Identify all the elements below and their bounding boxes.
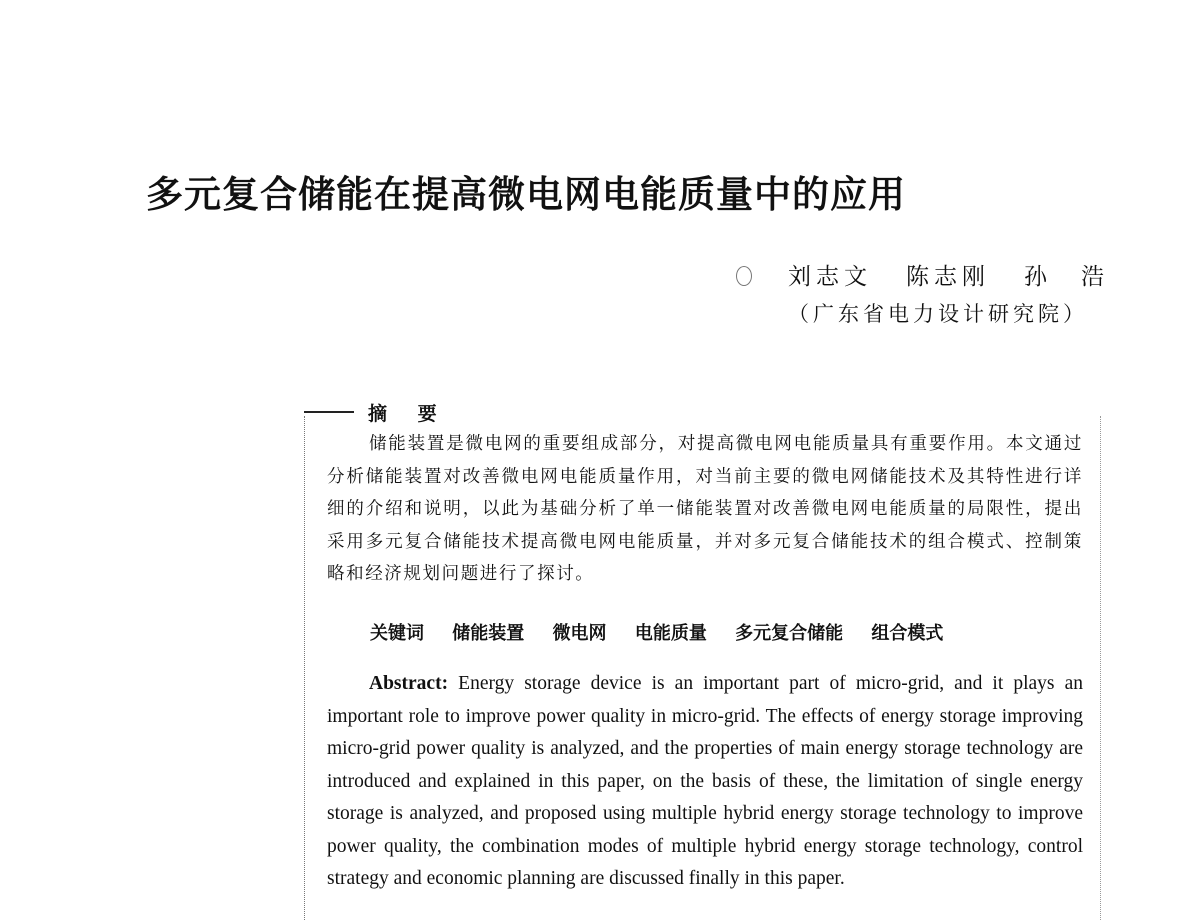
- author-name: 孙浩: [1024, 264, 1138, 290]
- abstract-en-label: Abstract:: [369, 673, 449, 694]
- author-name: 刘志文: [788, 264, 872, 290]
- keyword: 微电网: [552, 623, 607, 644]
- keyword: 组合模式: [871, 623, 944, 644]
- section-rule: [304, 411, 354, 413]
- abstract-en: [327, 668, 1083, 896]
- abstract-box-border-left: [304, 416, 305, 920]
- abstract-zh-text: 储能装置是微电网的重要组成部分，对提高微电网电能质量具有重要作用。本文通过分析储能装置对改善微电网电能质量作用，对当前主要的微电网储能技术及其特性进行详细的介绍和说明，以此为基础分析了单一储能装置对改善微电网电能质量的局限性，提出采用多元复合储能技术提高微电网电能质量，并对多元复合储能技术的组合模式、控制策略和经济规划问题进行了探讨。: [327, 434, 1083, 584]
- abstract-en-text: Energy storage device is an important part of micro-grid, and it plays an important role to improve power quality in micro-grid. The effects of energy storage improving micro-grid power quality is analyzed, and the properties of main energy storage technology are introduced and explained in this paper, on the basis of these, the limitation of single energy storage is analyzed, and proposed using multiple hybrid energy storage technology to improve power quality, the combination modes of multiple hybrid energy storage technology, control strategy and economic planning are discussed finally in this paper.: [327, 673, 1084, 889]
- keyword: 电能质量: [634, 623, 707, 644]
- paper-title: 多元复合储能在提高微电网电能质量中的应用: [146, 173, 906, 216]
- author-name: 陈志刚: [906, 264, 990, 290]
- affiliation: （广东省电力设计研究院）: [788, 302, 1088, 326]
- abstract-box-border-right: [1100, 416, 1101, 920]
- abstract-heading: 摘 要: [368, 403, 449, 425]
- author-list: [736, 258, 1138, 291]
- keywords-line: [370, 619, 965, 645]
- keyword: 储能装置: [452, 623, 525, 644]
- keywords-label: 关键词: [370, 623, 424, 644]
- keyword: 多元复合储能: [735, 623, 844, 644]
- author-marker-icon: [736, 266, 752, 286]
